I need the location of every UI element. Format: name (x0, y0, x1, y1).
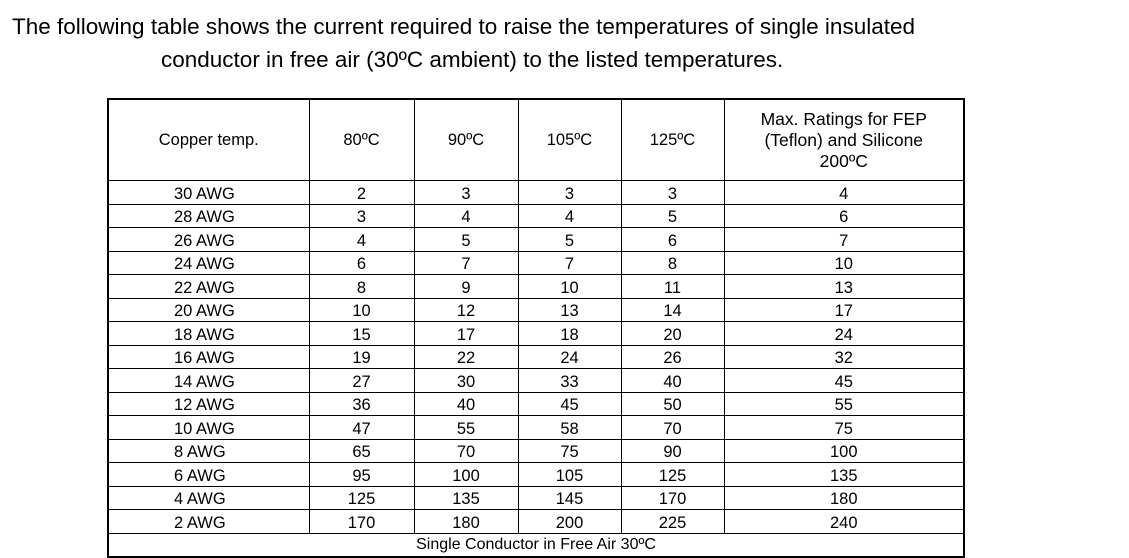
cell-80c: 36 (309, 392, 414, 416)
cell-125c: 11 (621, 275, 724, 299)
cell-105c: 7 (518, 251, 621, 275)
table-row (108, 345, 964, 369)
cell-200c: 6 (724, 204, 964, 228)
cell-80c: 8 (309, 275, 414, 299)
cell-125c: 170 (621, 486, 724, 510)
cell-90c: 135 (414, 486, 518, 510)
header-max-line-3: 200ºC (819, 150, 868, 171)
cell-90c: 30 (414, 369, 518, 393)
cell-105c: 200 (518, 510, 621, 534)
cell-105c: 105 (518, 463, 621, 487)
table-row (108, 298, 964, 322)
cell-90c: 22 (414, 345, 518, 369)
cell-200c: 7 (724, 228, 964, 252)
cell-105c: 10 (518, 275, 621, 299)
cell-105c: 145 (518, 486, 621, 510)
cell-80c: 125 (309, 486, 414, 510)
cell-125c: 125 (621, 463, 724, 487)
cell-125c: 90 (621, 439, 724, 463)
cell-200c: 240 (724, 510, 964, 534)
cell-80c: 65 (309, 439, 414, 463)
table-row (108, 486, 964, 510)
table-row (108, 369, 964, 393)
cell-awg: 14 AWG (108, 369, 309, 393)
cell-125c: 40 (621, 369, 724, 393)
cell-125c: 14 (621, 298, 724, 322)
header-105c: 105ºC (518, 99, 621, 181)
cell-90c: 7 (414, 251, 518, 275)
cell-80c: 27 (309, 369, 414, 393)
cell-80c: 10 (309, 298, 414, 322)
cell-105c: 58 (518, 416, 621, 440)
cell-105c: 24 (518, 345, 621, 369)
cell-90c: 3 (414, 181, 518, 205)
table-row (108, 275, 964, 299)
cell-80c: 4 (309, 228, 414, 252)
cell-105c: 4 (518, 204, 621, 228)
table-row (108, 251, 964, 275)
header-max-ratings (724, 99, 964, 181)
cell-125c: 50 (621, 392, 724, 416)
cell-105c: 33 (518, 369, 621, 393)
cell-90c: 100 (414, 463, 518, 487)
table-row (108, 392, 964, 416)
header-80c: 80ºC (309, 99, 414, 181)
cell-200c: 17 (724, 298, 964, 322)
cell-90c: 12 (414, 298, 518, 322)
cell-80c: 47 (309, 416, 414, 440)
table-row (108, 416, 964, 440)
cell-awg: 10 AWG (108, 416, 309, 440)
table-row (108, 204, 964, 228)
cell-90c: 17 (414, 322, 518, 346)
cell-90c: 5 (414, 228, 518, 252)
cell-200c: 10 (724, 251, 964, 275)
table-row (108, 228, 964, 252)
cell-80c: 2 (309, 181, 414, 205)
cell-125c: 225 (621, 510, 724, 534)
cell-90c: 9 (414, 275, 518, 299)
cell-awg: 4 AWG (108, 486, 309, 510)
cell-200c: 24 (724, 322, 964, 346)
cell-200c: 75 (724, 416, 964, 440)
cell-105c: 3 (518, 181, 621, 205)
ampacity-table (107, 98, 965, 558)
cell-200c: 55 (724, 392, 964, 416)
cell-80c: 15 (309, 322, 414, 346)
cell-105c: 75 (518, 439, 621, 463)
cell-awg: 6 AWG (108, 463, 309, 487)
cell-awg: 16 AWG (108, 345, 309, 369)
cell-awg: 30 AWG (108, 181, 309, 205)
header-90c: 90ºC (414, 99, 518, 181)
cell-105c: 45 (518, 392, 621, 416)
cell-200c: 13 (724, 275, 964, 299)
intro-paragraph (0, 10, 1129, 76)
cell-80c: 3 (309, 204, 414, 228)
cell-80c: 6 (309, 251, 414, 275)
cell-awg: 22 AWG (108, 275, 309, 299)
cell-125c: 3 (621, 181, 724, 205)
cell-90c: 4 (414, 204, 518, 228)
cell-125c: 20 (621, 322, 724, 346)
cell-80c: 170 (309, 510, 414, 534)
cell-200c: 100 (724, 439, 964, 463)
table-footer-row (108, 533, 964, 557)
cell-awg: 26 AWG (108, 228, 309, 252)
cell-125c: 6 (621, 228, 724, 252)
table-row (108, 510, 964, 534)
intro-line-1: The following table shows the current required to raise the temperatures of single insulated (12, 14, 915, 39)
cell-200c: 180 (724, 486, 964, 510)
intro-line-2: conductor in free air (30ºC ambient) to the listed temperatures. (161, 47, 784, 72)
table-header-row (108, 99, 964, 181)
table-row (108, 439, 964, 463)
cell-200c: 135 (724, 463, 964, 487)
table-row (108, 322, 964, 346)
cell-125c: 70 (621, 416, 724, 440)
cell-90c: 70 (414, 439, 518, 463)
cell-90c: 40 (414, 392, 518, 416)
cell-105c: 5 (518, 228, 621, 252)
table-row (108, 181, 964, 205)
cell-80c: 95 (309, 463, 414, 487)
cell-awg: 18 AWG (108, 322, 309, 346)
cell-200c: 45 (724, 369, 964, 393)
table-row (108, 463, 964, 487)
cell-105c: 13 (518, 298, 621, 322)
table-body (108, 181, 964, 534)
cell-80c: 19 (309, 345, 414, 369)
header-copper-temp: Copper temp. (108, 99, 309, 181)
cell-125c: 8 (621, 251, 724, 275)
cell-125c: 5 (621, 204, 724, 228)
cell-105c: 18 (518, 322, 621, 346)
header-max-line-1: Max. Ratings for FEP (760, 108, 927, 129)
cell-90c: 55 (414, 416, 518, 440)
header-125c: 125ºC (621, 99, 724, 181)
header-max-line-2: (Teflon) and Silicone (764, 129, 924, 150)
cell-200c: 4 (724, 181, 964, 205)
cell-awg: 28 AWG (108, 204, 309, 228)
cell-awg: 12 AWG (108, 392, 309, 416)
cell-awg: 2 AWG (108, 510, 309, 534)
cell-125c: 26 (621, 345, 724, 369)
table-footer-note: Single Conductor in Free Air 30ºC (108, 533, 964, 557)
cell-awg: 20 AWG (108, 298, 309, 322)
cell-90c: 180 (414, 510, 518, 534)
cell-awg: 8 AWG (108, 439, 309, 463)
cell-200c: 32 (724, 345, 964, 369)
cell-awg: 24 AWG (108, 251, 309, 275)
